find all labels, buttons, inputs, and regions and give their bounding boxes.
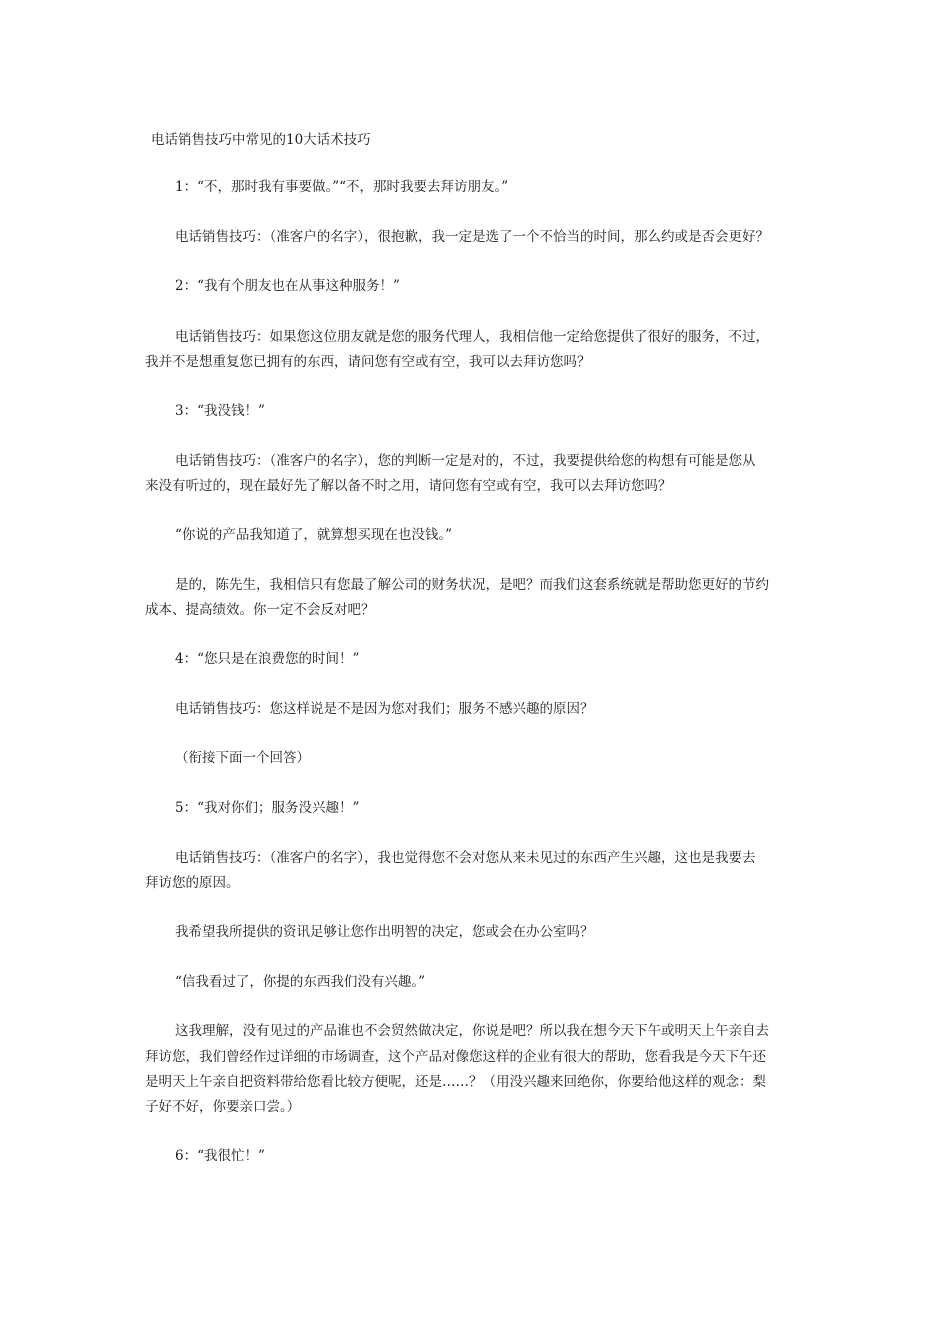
- note-4: （衔接下面一个回答）: [175, 750, 310, 766]
- response-3b-line-2: 成本、提高绩效。你一定不会反对吧？: [145, 602, 375, 618]
- response-3-line-1: 电话销售技巧：（准客户的名字），您的判断一定是对的，不过，我要提供给您的构想有可能是您从: [175, 453, 756, 469]
- objection-1: 1：“不，那时我有事要做。”“不，那时我要去拜访朋友。”: [175, 179, 509, 195]
- objection-3b: “你说的产品我知道了，就算想买现在也没钱。”: [175, 527, 453, 543]
- response-5c-line-4: 子好不好，你要亲口尝。）: [145, 1099, 301, 1115]
- document-title: 电话销售技巧中常见的10大话术技巧: [151, 132, 371, 148]
- response-3-line-2: 来没有听过的，现在最好先了解以备不时之用，请问您有空或有空，我可以去拜访您吗？: [145, 478, 672, 494]
- response-5-line-2: 拜访您的原因。: [145, 875, 240, 891]
- response-5c-line-1: 这我理解，没有见过的产品谁也不会贸然做决定，你说是吧？所以我在想今天下午或明天上午亲自去: [175, 1023, 769, 1039]
- objection-6: 6：“我很忙！”: [175, 1148, 265, 1164]
- objection-3: 3：“我没钱！”: [175, 403, 265, 419]
- response-5c-line-2: 拜访您，我们曾经作过详细的市场调查，这个产品对像您这样的企业有很大的帮助，您看我是今天下午还: [145, 1049, 766, 1065]
- objection-5: 5：“我对你们；服务没兴趣！”: [175, 800, 360, 816]
- objection-4: 4：“您只是在浪费您的时间！”: [175, 651, 360, 667]
- response-5c-line-3: 是明天上午亲自把资料带给您看比较方便呢，还是……？（用没兴趣来回绝你，你要给他这样的观念：梨: [145, 1074, 766, 1090]
- response-2-line-1: 电话销售技巧：如果您这位朋友就是您的服务代理人，我相信他一定给您提供了很好的服务，不过，: [175, 329, 769, 345]
- response-1: 电话销售技巧：（准客户的名字），很抱歉，我一定是选了一个不恰当的时间，那么约或是否会更好？: [175, 229, 769, 245]
- response-5b: 我希望我所提供的资讯足够让您作出明智的决定，您或会在办公室吗？: [175, 924, 594, 940]
- objection-5b: “信我看过了，你提的东西我们没有兴趣。”: [175, 974, 426, 990]
- response-3b-line-1: 是的，陈先生，我相信只有您最了解公司的财务状况，是吧？而我们这套系统就是帮助您更好的节约: [175, 577, 769, 593]
- response-2-line-2: 我并不是想重复您已拥有的东西，请问您有空或有空，我可以去拜访您吗？: [145, 354, 591, 370]
- response-4: 电话销售技巧：您这样说是不是因为您对我们；服务不感兴趣的原因？: [175, 701, 594, 717]
- objection-2: 2：“我有个朋友也在从事这种服务！”: [175, 278, 400, 294]
- response-5-line-1: 电话销售技巧：（准客户的名字），我也觉得您不会对您从来未见过的东西产生兴趣，这也是我要去: [175, 850, 756, 866]
